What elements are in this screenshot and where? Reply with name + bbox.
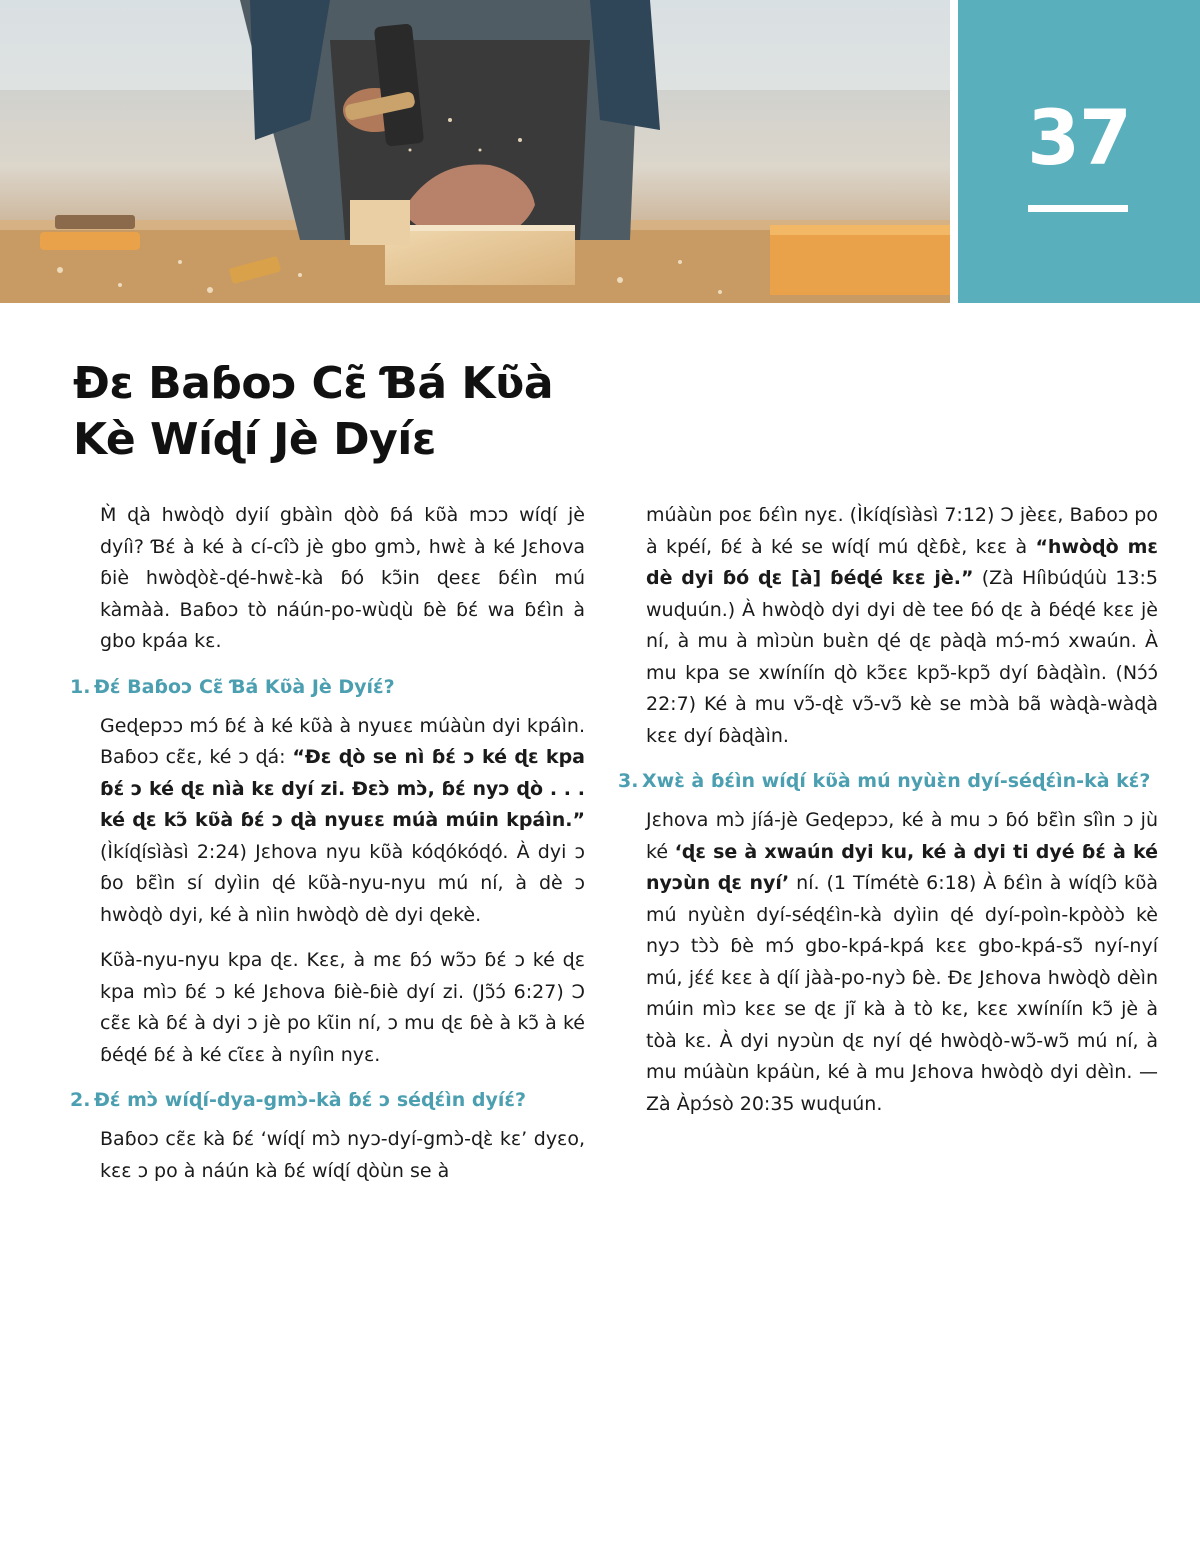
text-run: (Ìkíɖísìàsì 2:24) Jɛhova nyu kʋ̃à kóɖókóɖó. À dyi ɔ ɓo bɛ̃ìn sí dyìin ɖé kʋ̃à-nyu-nyu mú ní, à dè ɔ hwòɖò dyi, ké à nìin hwòɖò dè dyi ɖekè. [100, 840, 585, 926]
quote-bold: “hwòɖò mɛ dè dyi ɓó ɖɛ [à] ɓéɖé kɛɛ jè.” [646, 535, 1159, 589]
hero-photo [0, 0, 950, 303]
section-2-paragraph-1: Baɓoɔ cɛ̃ɛ kà ɓɛ́ ‘wíɖí mɔ̀ nyɔ-dyí-gmɔ̀-ɖɛ̀ kɛ’ dyɛo, kɛɛ ɔ po à náún kà ɓɛ́ wíɖí ɖòùn se à [100, 1128, 585, 1182]
right-column [618, 500, 1158, 1134]
chapter-number: 37 [1027, 93, 1131, 182]
text-run: ní. (1 Tímétè 6:18) À ɓɛ́ìn à wíɖíɔ̀ kʋ̃à mú nyùɛ̀n dyí-séɖɛ́ìn-kà dyìin ɖé dyí-poìn-kpòòɔ̀ kè nyɔ tɔ̀ɔ̀ ɓè mɔ́ gbo-kpá-kpá kɛɛ gbo-kpá-sɔ̃ nyí-nyí mú, jɛ́ɛ́ kɛɛ à ɖíí jàà-po-nyɔ̀ ɓè. Ɖɛ Jɛhova hwòɖò dèìn múin mìɔ kɛɛ se ɖɛ jĩ kà à tò kɛ, kɛɛ xwíníín kɔ̃ jè à tòà kɛ. À dyi nyɔùn ɖɛ nyí ɖé hwòɖò-wɔ̃-wɔ̃ mú ní, à mu múàùn kpáùn, ké à mu Jɛhova hwòɖò dyi dèìn. —Zà Àpɔ́sò 20:35 wuɖuún. [646, 872, 1158, 1115]
chapter-number-panel [958, 0, 1200, 303]
quote-bold: “Ɖɛ ɖò se nì ɓɛ́ ɔ ké ɖɛ kpa ɓɛ́ ɔ ké ɖɛ nìà kɛ dyí zi. Ɖɛɔ̀ mɔ̀, ɓɛ́ nyɔ ɖò . . . ké ɖɛ kɔ̃ kʋ̃à ɓɛ́ ɔ ɖà nyuɛɛ múà múin kpáìn.” [100, 746, 585, 831]
text-run: (Zà Híìbúɖúù 13:5 wuɖuún.) À hwòɖò dyi dyi dè tee ɓó ɖɛ à ɓéɖé kɛɛ jè ní, à mu à mìɔùn buɛ̀n ɖé ɖɛ pàɖà mɔ́-mɔ́ xwaún. À mu kpa se xwíníín ɖò kɔ̃ɛɛ kpɔ̃-kpɔ̃ dyí ɓàɖàìn. (Nɔ́ɔ́ 22:7) Ké à mu vɔ̃-ɖɛ̀ vɔ̃-vɔ̃ kè se mɔ̀à bã wàɖà-wàɖà kɛɛ dyí ɓàɖàìn. [646, 567, 1158, 747]
title-line-2: Kè Wíɖí Jè Dyíɛ [73, 414, 436, 465]
section-2-paragraph-1-continued [618, 500, 1158, 752]
page-title [73, 356, 633, 468]
text-run: Jɛhova mɔ̀ jíá-jè Geɖepɔɔ, ké à mu ɔ ɓó bɛ̃ìn sîìn ɔ jù ké [646, 809, 1158, 863]
intro-paragraph: M̀ ɖà hwòɖò dyií gbàìn ɖòò ɓá kʋ̃à mɔɔ wíɖí jè dyíì? Ɓɛ́ à ké à cí-cîɔ̀ jè gbo gmɔ̀, hwɛ̀ à ké Jɛhova ɓiè hwòɖòɛ̀-ɖé-hwɛ̀-kà ɓó kɔ̃in ɖeɛɛ ɓɛ́ìn mú kàmàà. Baɓoɔ tò náún-po-wùɖù ɓè ɓɛ́ wa ɓɛ́ìn à gbo kpáa kɛ. [100, 504, 585, 652]
quote-bold: ‘ɖɛ se à xwaún dyi ku, ké à dyi ti dyé ɓɛ́ à ké nyɔùn ɖɛ nyí’ [646, 840, 1158, 894]
text-run: Geɖepɔɔ mɔ́ ɓɛ́ à ké kʋ̃à à nyuɛɛ múàùn dyi kpáìn. Baɓoɔ cɛ̃ɛ, ké ɔ ɖá: [100, 714, 585, 768]
section-1-paragraph-2: Kʋ̃à-nyu-nyu kpa ɖɛ. Kɛɛ, à mɛ ɓɔ́ wɔ̃ɔ ɓɛ́ ɔ ké ɖɛ kpa mìɔ ɓɛ́ ɔ ké Jɛhova ɓiè-ɓiè dyí zi. (Jɔ̃ɔ́ 6:27) Ɔ cɛ̃ɛ kà ɓɛ́ à dyi ɔ jè po kɩ̃in ní, ɔ mu ɖɛ ɓè à kɔ̃ à ké ɓéɖé ɓɛ́ à ké cɩ̃ɛɛ à nyíìn nyɛ. [100, 949, 585, 1066]
section-3-paragraph-1 [618, 805, 1158, 1120]
section-heading-text: Ɖɛ́ Baɓoɔ Cɛ̃ Ɓá Kʋ̃à Jè Dyíɛ́? [94, 675, 395, 698]
title-line-1: Ɖɛ Baɓoɔ Cɛ̃ Ɓá Kʋ̃à [73, 358, 554, 409]
section-heading-text: Ɖɛ́ mɔ̀ wíɖí-dya-gmɔ̀-kà ɓɛ́ ɔ séɖɛ́ìn dyíɛ́? [94, 1089, 526, 1111]
carpenter-hammering-illustration [0, 0, 950, 303]
section-heading-1 [70, 672, 585, 703]
section-number: 2. [70, 1089, 91, 1111]
section-1-paragraph-1 [70, 711, 585, 932]
section-number: 1. [70, 675, 91, 698]
left-column [70, 500, 585, 1201]
section-heading-2 [70, 1085, 585, 1116]
section-heading-3 [618, 766, 1158, 797]
section-number: 3. [618, 770, 639, 792]
section-heading-text: Xwɛ̀ à ɓɛ́ìn wíɖí kʋ̃à mú nyùɛ̀n dyí-séɖɛ́ìn-kà kɛ́? [642, 770, 1151, 792]
text-run: múàùn poɛ ɓɛ́ìn nyɛ. (Ìkíɖísìàsì 7:12) Ɔ jèɛɛ, Baɓoɔ po à kpéí, ɓɛ́ à ké se wíɖí mú ɖɛ̀ɓɛ̀, kɛɛ à [646, 504, 1158, 558]
chapter-underline [1028, 205, 1128, 212]
